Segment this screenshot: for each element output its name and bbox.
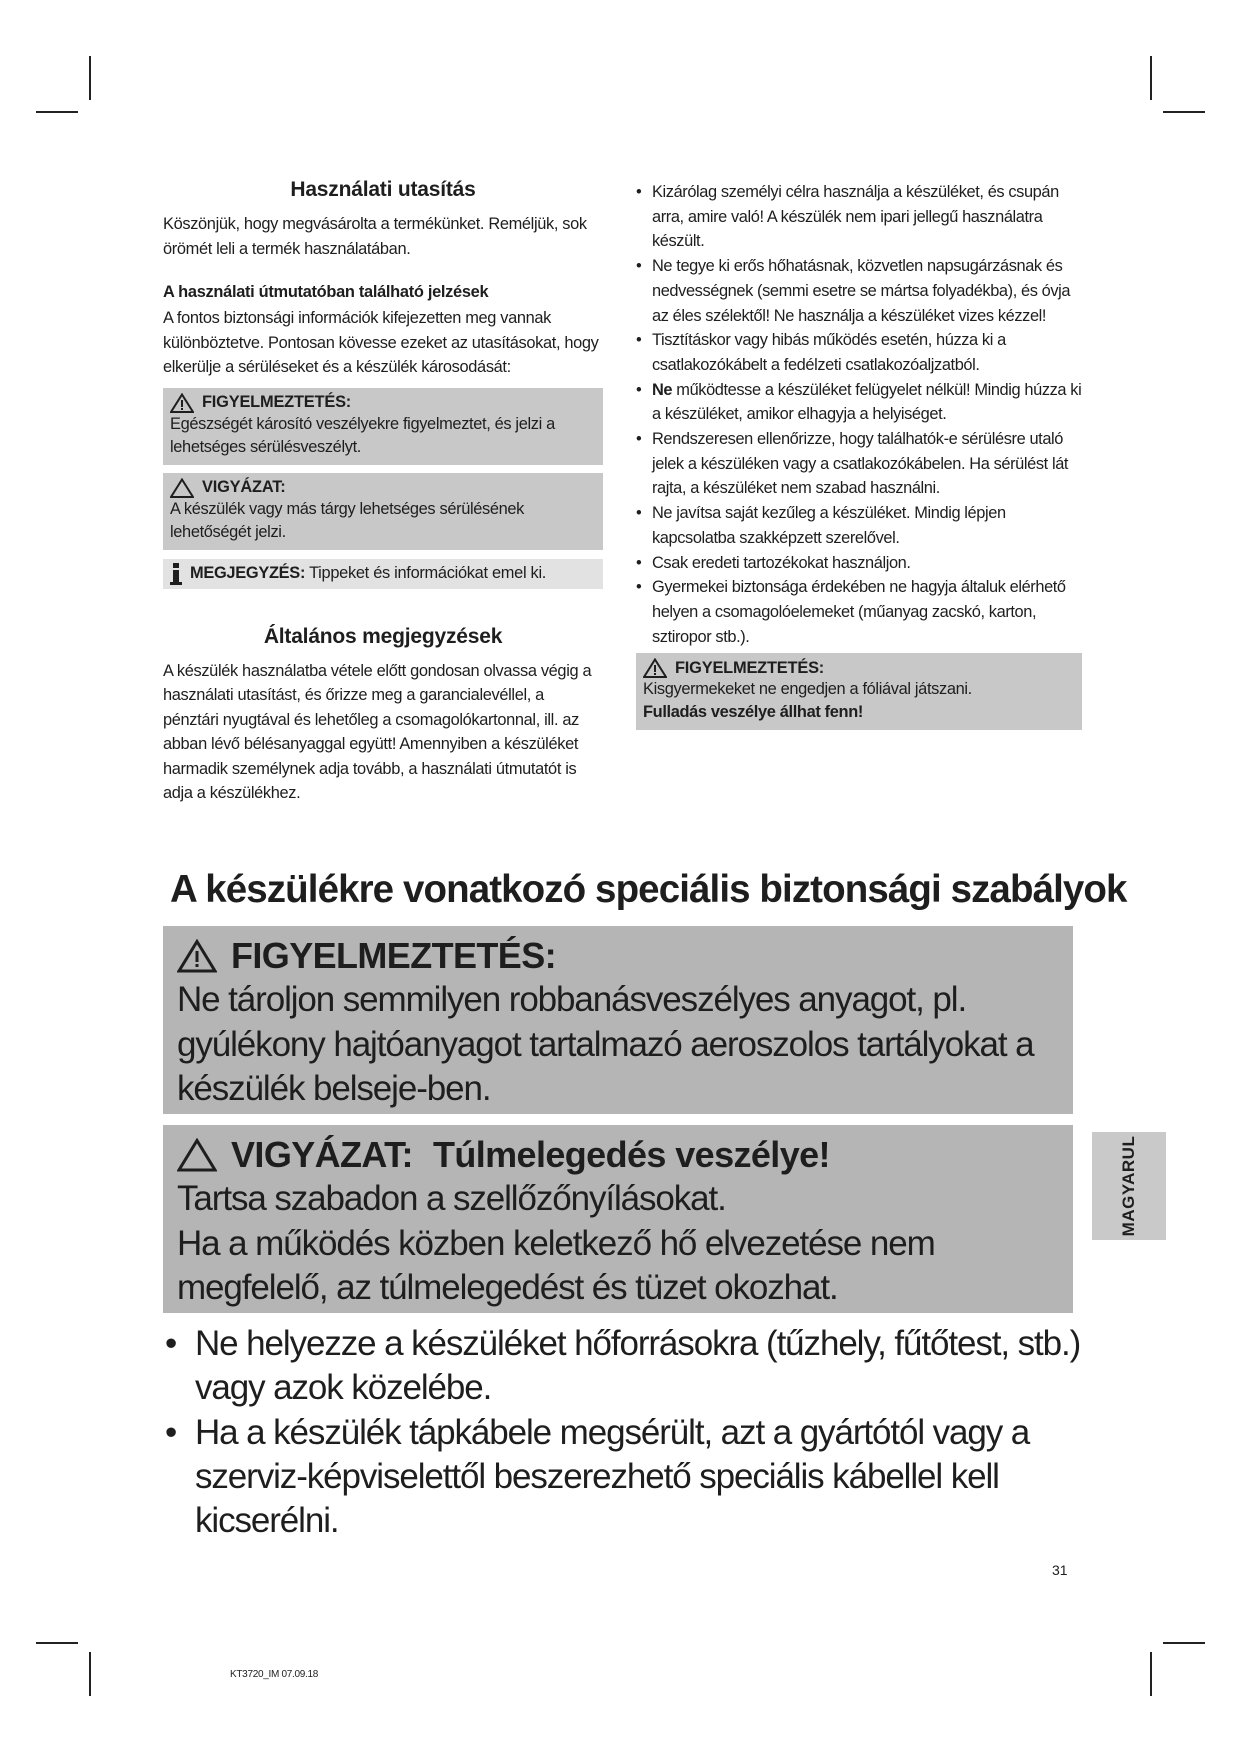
- safety-bullets: [636, 180, 1082, 649]
- left-column: [163, 178, 603, 806]
- general-title: Általános megjegyzések: [263, 624, 503, 648]
- list-item: • Rendszeresen ellenőrizze, hogy találhatók-e sérülésre utaló jelek a készüléken vagy a csatlakozókábelen. Ha sérülést lát rajta, a készüléket nem szabad használni.: [636, 427, 1082, 501]
- caution-title: VIGYÁZAT:: [202, 478, 286, 496]
- warning-icon: [177, 939, 217, 973]
- special-warning-box: [163, 926, 1073, 1114]
- manual-title: Használati utasítás: [290, 178, 476, 201]
- list-item: • Ne működtesse a készüléket felügyelet nélkül! Mindig húzza ki a készüléket, amikor elhagyja a helyiséget.: [636, 378, 1082, 427]
- signals-text: A fontos biztonsági információk kifejezetten meg vannak különböztetve. Pontosan kövesse ezeket az utasításokat, hogy elkerülje a sérüléseket és a készülék károsodását:: [163, 309, 599, 376]
- special-caution-title: VIGYÁZAT:: [231, 1134, 413, 1175]
- caution-box: [163, 473, 603, 550]
- crop-mark: [89, 1652, 91, 1696]
- note-text: Tippeket és információkat emel ki.: [309, 564, 547, 582]
- foil-warning-box: [636, 653, 1082, 730]
- special-caution-line1: Tartsa szabadon a szellőzőnyílásokat.: [177, 1179, 726, 1218]
- crop-mark: [1150, 1652, 1152, 1696]
- special-rules-title: A készülékre vonatkozó speciális biztonsági szabályok: [170, 868, 1127, 911]
- special-warning-title: FIGYELMEZTETÉS:: [231, 935, 557, 976]
- warning-icon: [643, 658, 667, 678]
- caution-text: A készülék vagy más tárgy lehetséges sérülésének lehetőségét jelzi.: [170, 499, 525, 541]
- list-item: • Ne tegye ki erős hőhatásnak, közvetlen napsugárzásnak és nedvességnek (semmi esetre se mártsa folyadékba), és óvja az éles szélektől! Ne használja a készüléket vizes kézzel!: [636, 254, 1082, 328]
- language-tab: [1092, 1132, 1166, 1240]
- intro-text: Köszönjük, hogy megvásárolta a termékünket. Reméljük, sok örömét leli a termék használatában.: [163, 215, 587, 258]
- footer-code: KT3720_IM 07.09.18: [230, 1669, 318, 1680]
- foil-warning-title: FIGYELMEZTETÉS:: [675, 658, 825, 677]
- crop-mark: [1163, 1642, 1205, 1644]
- info-icon: [170, 563, 182, 585]
- warning-title: FIGYELMEZTETÉS:: [202, 393, 352, 411]
- list-item: • Gyermekei biztonsága érdekében ne hagyja általuk elérhető helyen a csomagolóelemeket (műanyag zacskó, karton, sztiropor stb.).: [636, 575, 1082, 649]
- general-text: A készülék használatba vétele előtt gondosan olvassa végig a használati utasítást, és őrizze meg a garancialevéllel, a pénztári nyugtával és lehetőleg a csomagolókartonnal, ill. az abban lévő bélésanyaggal együtt! Amennyiben a készüléket harmadik személynek adja tovább, a használati útmutatót is adja a készülékhez.: [163, 661, 592, 802]
- note-title: MEGJEGYZÉS:: [190, 564, 306, 582]
- list-item: • Ne helyezze a készüléket hőforrásokra (tűzhely, fűtőtest, stb.) vagy azok közelébe.: [163, 1322, 1093, 1410]
- list-item: • Csak eredeti tartozékokat használjon.: [636, 551, 1082, 576]
- crop-mark: [1150, 56, 1152, 100]
- special-caution-box: [163, 1125, 1073, 1313]
- language-tab-label: MAGYARUL: [1119, 1135, 1138, 1237]
- right-column: [636, 180, 1082, 730]
- page-number: 31: [1052, 1562, 1068, 1578]
- list-item: • Ne javítsa saját kezűleg a készüléket. Mindig lépjen kapcsolatba szakképzett szerelővel.: [636, 501, 1082, 550]
- note-box: [163, 559, 603, 589]
- crop-mark: [36, 111, 78, 113]
- signals-heading: A használati útmutatóban található jelzések: [163, 283, 489, 301]
- list-item: • Tisztításkor vagy hibás működés esetén, húzza ki a csatlakozókábelt a fedélzeti csatlakozóaljzatból.: [636, 328, 1082, 377]
- special-caution-subtitle: Túlmelegedés veszélye!: [432, 1134, 830, 1175]
- caution-icon: [170, 478, 194, 498]
- special-bullets: [163, 1322, 1093, 1544]
- foil-warning-text: Kisgyermekeket ne engedjen a fóliával játszani.: [643, 680, 972, 699]
- crop-mark: [36, 1642, 78, 1644]
- special-caution-line2: Ha a működés közben keletkező hő elvezetése nem megfelelő, az túlmelegedést és tüzet okozhat.: [177, 1223, 935, 1307]
- warning-icon: [170, 393, 194, 413]
- crop-mark: [1163, 111, 1205, 113]
- caution-icon: [177, 1138, 217, 1172]
- warning-text: Egészségét károsító veszélyekre figyelmeztet, és jelzi a lehetséges sérülésveszélyt.: [170, 414, 555, 456]
- warning-box: [163, 388, 603, 465]
- special-warning-text: Ne tároljon semmilyen robbanásveszélyes anyagot, pl. gyúlékony hajtóanyagot tartalmazó aeroszolos tartályokat a készülék belseje-ben.: [177, 980, 1034, 1108]
- crop-mark: [89, 56, 91, 100]
- list-item: • Kizárólag személyi célra használja a készüléket, és csupán arra, amire való! A készülék nem ipari jellegű használatra készült.: [636, 180, 1082, 254]
- foil-warning-bold: Fulladás veszélye állhat fenn!: [643, 703, 863, 722]
- list-item: • Ha a készülék tápkábele megsérült, azt a gyártótól vagy a szerviz-képviselettől beszerezhető speciális kábellel kell kicserélni.: [163, 1411, 1093, 1543]
